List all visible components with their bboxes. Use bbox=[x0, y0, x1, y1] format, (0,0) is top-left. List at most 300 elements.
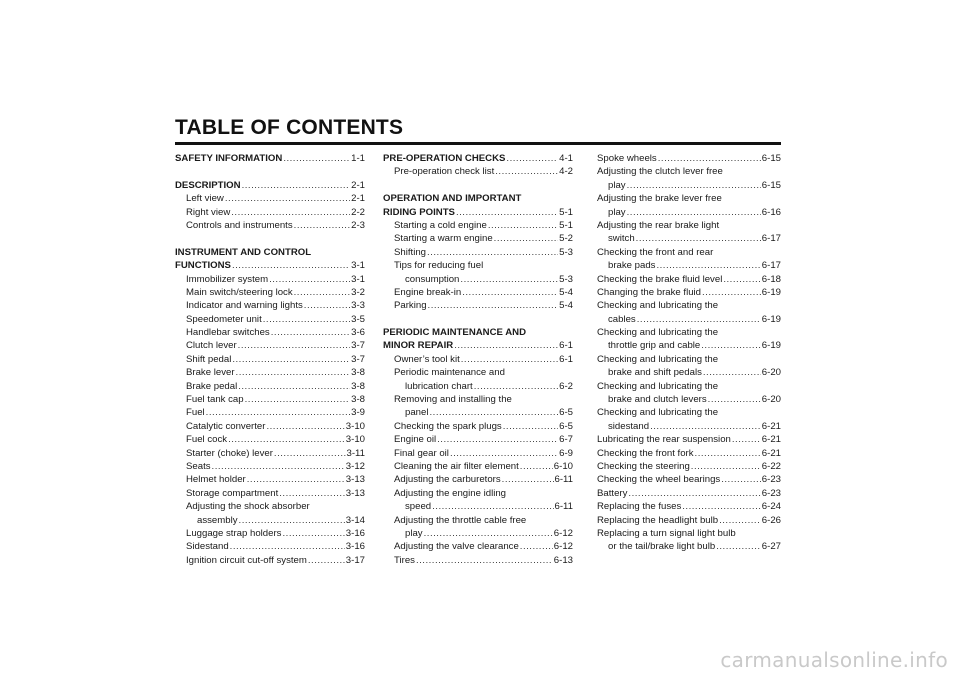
toc-entry-text: play bbox=[405, 527, 423, 539]
toc-section-heading[interactable] bbox=[383, 152, 573, 165]
toc-leader-dots bbox=[283, 152, 350, 165]
toc-entry[interactable] bbox=[597, 366, 781, 379]
toc-entry-text: Checking the brake fluid level bbox=[597, 273, 723, 285]
toc-page-number: 6-11 bbox=[554, 474, 573, 486]
toc-entry[interactable] bbox=[175, 313, 365, 326]
toc-entry[interactable] bbox=[597, 433, 781, 446]
toc-entry[interactable] bbox=[175, 339, 365, 352]
toc-spacer bbox=[175, 165, 365, 178]
toc-entry[interactable] bbox=[597, 286, 781, 299]
toc-page-number: 2-2 bbox=[351, 206, 365, 218]
toc-entry-text: Checking and lubricating the bbox=[597, 407, 719, 419]
toc-column-1 bbox=[175, 152, 365, 567]
toc-leader-dots bbox=[242, 179, 351, 192]
toc-page-number: 6-19 bbox=[761, 340, 781, 352]
toc-leader-dots bbox=[695, 447, 761, 460]
toc-leader-dots bbox=[494, 232, 558, 245]
toc-section-heading[interactable] bbox=[383, 339, 573, 352]
toc-page-number: 6-17 bbox=[761, 233, 781, 245]
toc-page-number: 3-1 bbox=[351, 260, 365, 272]
toc-entry-text: Owner’s tool kit bbox=[394, 353, 460, 365]
toc-entry-text: Left view bbox=[186, 193, 224, 205]
toc-page-number: 3-10 bbox=[345, 434, 365, 446]
toc-entry[interactable] bbox=[175, 406, 365, 419]
toc-leader-dots bbox=[232, 259, 350, 272]
toc-leader-dots bbox=[506, 152, 558, 165]
toc-page-number: 6-19 bbox=[761, 313, 781, 325]
toc-entry[interactable] bbox=[175, 514, 365, 527]
toc-entry[interactable] bbox=[597, 540, 781, 553]
toc-entry-text: speed bbox=[405, 501, 432, 513]
toc-leader-dots bbox=[263, 313, 350, 326]
toc-leader-dots bbox=[294, 219, 350, 232]
toc-leader-dots bbox=[502, 473, 554, 486]
toc-entry[interactable] bbox=[175, 299, 365, 312]
toc-entry[interactable] bbox=[383, 460, 573, 473]
toc-page-number: 5-3 bbox=[559, 246, 573, 258]
toc-entry-text: Checking the wheel bearings bbox=[597, 474, 721, 486]
toc-page-number: 6-7 bbox=[559, 434, 573, 446]
toc-page-number: 6-13 bbox=[553, 554, 573, 566]
toc-entry-text: Adjusting the valve clearance bbox=[394, 541, 519, 553]
toc-entry-text: Checking the steering bbox=[597, 460, 690, 472]
toc-section-heading[interactable] bbox=[175, 259, 365, 272]
toc-leader-dots bbox=[520, 460, 553, 473]
toc-page-number: 6-12 bbox=[553, 527, 573, 539]
toc-page-number: 5-2 bbox=[559, 233, 573, 245]
toc-page-number: 3-2 bbox=[351, 286, 365, 298]
toc-entry[interactable] bbox=[597, 393, 781, 406]
toc-entry-text: FUNCTIONS bbox=[175, 260, 231, 272]
toc-page-number: 6-5 bbox=[559, 407, 573, 419]
toc-section-heading[interactable] bbox=[175, 179, 365, 192]
toc-entry[interactable] bbox=[597, 259, 781, 272]
toc-entry[interactable] bbox=[597, 406, 781, 419]
toc-page-number: 3-13 bbox=[345, 474, 365, 486]
toc-entry[interactable] bbox=[383, 165, 573, 178]
toc-leader-dots bbox=[308, 554, 345, 567]
toc-entry-text: play bbox=[608, 179, 626, 191]
toc-leader-dots bbox=[456, 206, 558, 219]
toc-entry-text: Adjusting the rear brake light bbox=[597, 219, 720, 231]
toc-entry-text: brake and clutch levers bbox=[608, 394, 707, 406]
toc-page-number: 6-21 bbox=[761, 420, 781, 432]
toc-entry[interactable] bbox=[383, 473, 573, 486]
toc-entry[interactable] bbox=[175, 219, 365, 232]
toc-entry[interactable] bbox=[383, 406, 573, 419]
toc-page-number: 3-6 bbox=[351, 327, 365, 339]
toc-entry-text: Checking and lubricating the bbox=[597, 300, 719, 312]
toc-entry[interactable] bbox=[175, 473, 365, 486]
toc-entry[interactable] bbox=[597, 420, 781, 433]
toc-leader-dots bbox=[437, 433, 558, 446]
toc-leader-dots bbox=[247, 473, 345, 486]
toc-entry-text: Starting a cold engine bbox=[394, 219, 487, 231]
toc-entry-text: Final gear oil bbox=[394, 447, 449, 459]
toc-entry-text: Checking the front fork bbox=[597, 447, 694, 459]
toc-leader-dots bbox=[627, 206, 761, 219]
toc-leader-dots bbox=[454, 339, 558, 352]
toc-leader-dots bbox=[416, 554, 553, 567]
toc-page-number: 6-21 bbox=[761, 447, 781, 459]
toc-entry-text: Shift pedal bbox=[186, 353, 232, 365]
toc-page-number: 6-10 bbox=[553, 460, 573, 472]
toc-entry-text: assembly bbox=[197, 514, 238, 526]
toc-entry-text: Speedometer unit bbox=[186, 313, 262, 325]
toc-entry[interactable] bbox=[175, 366, 365, 379]
toc-entry-text: Checking the front and rear bbox=[597, 246, 714, 258]
toc-entry-text: Periodic maintenance and bbox=[394, 367, 505, 379]
toc-page-number: 6-23 bbox=[761, 474, 781, 486]
toc-leader-dots bbox=[424, 527, 553, 540]
toc-page-number: 3-8 bbox=[351, 380, 365, 392]
toc-page-number: 6-1 bbox=[559, 340, 573, 352]
toc-leader-dots bbox=[432, 500, 553, 513]
toc-page-number: 6-22 bbox=[761, 460, 781, 472]
toc-leader-dots bbox=[702, 286, 761, 299]
toc-entry[interactable] bbox=[597, 232, 781, 245]
toc-entry-text: Adjusting the engine idling bbox=[394, 487, 507, 499]
toc-page-number: 6-21 bbox=[761, 434, 781, 446]
toc-leader-dots bbox=[428, 299, 559, 312]
toc-entry-text: SAFETY INFORMATION bbox=[175, 153, 283, 164]
toc-entry-text: Starter (choke) lever bbox=[186, 447, 273, 459]
toc-page-number: 6-12 bbox=[553, 541, 573, 553]
toc-entry-text: PRE-OPERATION CHECKS bbox=[383, 153, 506, 164]
toc-entry-text: INSTRUMENT AND CONTROL bbox=[175, 246, 312, 258]
toc-entry[interactable] bbox=[175, 353, 365, 366]
toc-page-number: 5-1 bbox=[559, 206, 573, 218]
toc-page-number: 6-26 bbox=[761, 514, 781, 526]
toc-entry-text: Brake lever bbox=[186, 367, 235, 379]
toc-spacer bbox=[383, 179, 573, 192]
toc-entry-text: brake pads bbox=[608, 260, 656, 272]
toc-entry[interactable] bbox=[175, 420, 365, 433]
toc-page-number: 6-27 bbox=[761, 541, 781, 553]
toc-entry[interactable] bbox=[597, 460, 781, 473]
toc-entry[interactable] bbox=[597, 487, 781, 500]
toc-entry[interactable] bbox=[597, 447, 781, 460]
page-title: TABLE OF CONTENTS bbox=[175, 116, 404, 139]
toc-entry[interactable] bbox=[597, 299, 781, 312]
toc-entry[interactable] bbox=[383, 366, 573, 379]
toc-entry-text: PERIODIC MAINTENANCE AND bbox=[383, 327, 527, 339]
toc-entry[interactable] bbox=[175, 192, 365, 205]
toc-entry-text: Adjusting the brake lever free bbox=[597, 193, 722, 205]
toc-page-number: 6-18 bbox=[761, 273, 781, 285]
toc-page-number: 4-2 bbox=[559, 166, 573, 178]
toc-entry-text: Brake pedal bbox=[186, 380, 238, 392]
toc-leader-dots bbox=[238, 380, 350, 393]
toc-page-number: 3-11 bbox=[346, 447, 365, 459]
toc-entry[interactable] bbox=[383, 246, 573, 259]
toc-entry-text: Immobilizer system bbox=[186, 273, 269, 285]
toc-entry-text: Fuel bbox=[186, 407, 205, 419]
toc-leader-dots bbox=[304, 299, 350, 312]
toc-entry-text: Main switch/steering lock bbox=[186, 286, 293, 298]
toc-page-number: 3-1 bbox=[351, 273, 365, 285]
toc-entry-text: Lubricating the rear suspension bbox=[597, 434, 731, 446]
toc-entry-text: Adjusting the throttle cable free bbox=[394, 514, 527, 526]
toc-entry-text: sidestand bbox=[608, 420, 650, 432]
toc-leader-dots bbox=[245, 393, 351, 406]
toc-entry[interactable] bbox=[383, 393, 573, 406]
toc-entry[interactable] bbox=[383, 527, 573, 540]
toc-entry-text: RIDING POINTS bbox=[383, 206, 455, 218]
toc-entry-text: Replacing the headlight bulb bbox=[597, 514, 719, 526]
toc-page-number: 5-1 bbox=[559, 219, 573, 231]
toc-entry[interactable] bbox=[383, 447, 573, 460]
toc-entry[interactable] bbox=[383, 554, 573, 567]
toc-page-number: 6-11 bbox=[554, 501, 573, 513]
toc-page-number: 3-12 bbox=[345, 460, 365, 472]
toc-entry[interactable] bbox=[383, 380, 573, 393]
toc-entry[interactable] bbox=[175, 460, 365, 473]
toc-entry[interactable] bbox=[175, 447, 365, 460]
toc-entry-text: Tips for reducing fuel bbox=[394, 260, 484, 272]
toc-entry[interactable] bbox=[383, 232, 573, 245]
toc-entry[interactable] bbox=[597, 339, 781, 352]
toc-page-number: 2-3 bbox=[351, 219, 365, 231]
toc-leader-dots bbox=[236, 366, 351, 379]
toc-page-number: 6-20 bbox=[761, 367, 781, 379]
toc-leader-dots bbox=[282, 527, 344, 540]
toc-leader-dots bbox=[212, 460, 345, 473]
toc-entry[interactable] bbox=[175, 380, 365, 393]
toc-entry-text: throttle grip and cable bbox=[608, 340, 701, 352]
toc-entry-text: Catalytic converter bbox=[186, 420, 266, 432]
toc-entry[interactable] bbox=[383, 540, 573, 553]
toc-entry-text: Checking and lubricating the bbox=[597, 327, 719, 339]
toc-page-number: 1-1 bbox=[351, 153, 365, 164]
toc-page-number: 2-1 bbox=[351, 193, 365, 205]
toc-page-number: 3-16 bbox=[345, 527, 365, 539]
toc-entry-text: Clutch lever bbox=[186, 340, 237, 352]
toc-entry-text: Adjusting the clutch lever free bbox=[597, 166, 723, 178]
toc-entry[interactable] bbox=[383, 219, 573, 232]
toc-page-number: 3-16 bbox=[345, 541, 365, 553]
toc-entry-text: Storage compartment bbox=[186, 487, 279, 499]
toc-section-heading[interactable] bbox=[383, 192, 573, 205]
toc-entry-text: Checking and lubricating the bbox=[597, 380, 719, 392]
toc-leader-dots bbox=[450, 447, 558, 460]
toc-entry[interactable] bbox=[597, 514, 781, 527]
toc-entry[interactable] bbox=[175, 527, 365, 540]
toc-spacer bbox=[383, 313, 573, 326]
toc-leader-dots bbox=[266, 420, 344, 433]
toc-entry[interactable] bbox=[597, 192, 781, 205]
toc-entry[interactable] bbox=[597, 273, 781, 286]
toc-entry-text: Handlebar switches bbox=[186, 327, 270, 339]
toc-entry-text: Checking and lubricating the bbox=[597, 353, 719, 365]
toc-entry[interactable] bbox=[175, 500, 365, 513]
title-rule bbox=[175, 142, 781, 145]
toc-leader-dots bbox=[723, 273, 760, 286]
toc-leader-dots bbox=[658, 152, 761, 165]
toc-leader-dots bbox=[703, 366, 761, 379]
toc-page-number: 4-1 bbox=[559, 153, 573, 164]
toc-leader-dots bbox=[230, 540, 345, 553]
toc-entry-text: Helmet holder bbox=[186, 474, 246, 486]
toc-entry[interactable] bbox=[597, 152, 781, 165]
toc-entry-text: Checking the spark plugs bbox=[394, 420, 502, 432]
toc-leader-dots bbox=[239, 514, 345, 527]
toc-entry[interactable] bbox=[175, 326, 365, 339]
toc-entry[interactable] bbox=[383, 514, 573, 527]
toc-entry-text: switch bbox=[608, 233, 635, 245]
toc-entry[interactable] bbox=[383, 500, 573, 513]
toc-entry-text: brake and shift pedals bbox=[608, 367, 702, 379]
toc-entry[interactable] bbox=[383, 286, 573, 299]
toc-leader-dots bbox=[231, 206, 350, 219]
toc-entry-text: lubrication chart bbox=[405, 380, 473, 392]
toc-entry-text: Sidestand bbox=[186, 541, 229, 553]
toc-entry-text: Right view bbox=[186, 206, 231, 218]
toc-leader-dots bbox=[503, 420, 558, 433]
toc-leader-dots bbox=[274, 447, 346, 460]
toc-leader-dots bbox=[294, 286, 350, 299]
toc-column-2 bbox=[383, 152, 573, 567]
toc-leader-dots bbox=[232, 353, 350, 366]
toc-page-number: 6-15 bbox=[761, 179, 781, 191]
toc-leader-dots bbox=[495, 165, 558, 178]
toc-entry-text: Indicator and warning lights bbox=[186, 300, 303, 312]
toc-entry-text: consumption bbox=[405, 273, 460, 285]
toc-leader-dots bbox=[461, 353, 558, 366]
toc-page-number: 6-5 bbox=[559, 420, 573, 432]
toc-entry-text: Engine oil bbox=[394, 434, 437, 446]
toc-entry[interactable] bbox=[597, 165, 781, 178]
toc-entry[interactable] bbox=[383, 259, 573, 272]
toc-leader-dots bbox=[238, 339, 350, 352]
toc-leader-dots bbox=[732, 433, 761, 446]
toc-leader-dots bbox=[520, 540, 553, 553]
toc-page-number: 3-5 bbox=[351, 313, 365, 325]
toc-leader-dots bbox=[701, 339, 761, 352]
toc-spacer bbox=[175, 232, 365, 245]
toc-entry-text: Pre-operation check list bbox=[394, 166, 495, 178]
toc-entry[interactable] bbox=[383, 353, 573, 366]
toc-page-number: 6-9 bbox=[559, 447, 573, 459]
toc-page-number: 6-17 bbox=[761, 260, 781, 272]
toc-entry-text: Replacing a turn signal light bulb bbox=[597, 527, 736, 539]
toc-leader-dots bbox=[269, 273, 350, 286]
toc-leader-dots bbox=[225, 192, 350, 205]
toc-entry[interactable] bbox=[597, 219, 781, 232]
toc-entry[interactable] bbox=[597, 313, 781, 326]
toc-entry[interactable] bbox=[175, 393, 365, 406]
toc-entry[interactable] bbox=[597, 246, 781, 259]
toc-entry-text: Engine break-in bbox=[394, 286, 462, 298]
toc-entry[interactable] bbox=[597, 206, 781, 219]
toc-leader-dots bbox=[691, 460, 761, 473]
toc-entry-text: Fuel cock bbox=[186, 434, 228, 446]
toc-entry[interactable] bbox=[597, 500, 781, 513]
toc-entry[interactable] bbox=[175, 554, 365, 567]
toc-section-heading[interactable] bbox=[175, 246, 365, 259]
toc-leader-dots bbox=[488, 219, 558, 232]
toc-entry-text: Adjusting the carburetors bbox=[394, 474, 501, 486]
toc-leader-dots bbox=[656, 259, 760, 272]
toc-entry[interactable] bbox=[597, 353, 781, 366]
toc-entry-text: Ignition circuit cut-off system bbox=[186, 554, 307, 566]
toc-section-heading[interactable] bbox=[175, 152, 365, 165]
toc-entry[interactable] bbox=[175, 433, 365, 446]
toc-page-number: 6-2 bbox=[559, 380, 573, 392]
toc-page-number: 6-15 bbox=[761, 153, 781, 164]
toc-page-number: 3-3 bbox=[351, 300, 365, 312]
toc-page-number: 5-4 bbox=[559, 300, 573, 312]
toc-leader-dots bbox=[206, 406, 350, 419]
toc-page-number: 6-1 bbox=[559, 353, 573, 365]
watermark: carmanualsonline.info bbox=[720, 648, 948, 672]
toc-entry[interactable] bbox=[383, 433, 573, 446]
toc-leader-dots bbox=[427, 246, 558, 259]
toc-entry[interactable] bbox=[175, 273, 365, 286]
toc-entry-text: Tires bbox=[394, 554, 415, 566]
toc-entry[interactable] bbox=[597, 380, 781, 393]
toc-page-number: 6-23 bbox=[761, 487, 781, 499]
toc-entry[interactable] bbox=[175, 206, 365, 219]
toc-entry[interactable] bbox=[383, 299, 573, 312]
toc-leader-dots bbox=[429, 406, 558, 419]
toc-entry-text: DESCRIPTION bbox=[175, 179, 241, 191]
toc-section-heading[interactable] bbox=[383, 206, 573, 219]
toc-page-number: 3-14 bbox=[345, 514, 365, 526]
toc-page-number: 3-10 bbox=[345, 420, 365, 432]
toc-entry-text: MINOR REPAIR bbox=[383, 340, 454, 352]
toc-page-number: 3-8 bbox=[351, 394, 365, 406]
toc-entry[interactable] bbox=[597, 326, 781, 339]
toc-entry[interactable] bbox=[175, 487, 365, 500]
toc-page-number: 5-3 bbox=[559, 273, 573, 285]
toc-page-number: 6-19 bbox=[761, 286, 781, 298]
toc-entry-text: Fuel tank cap bbox=[186, 394, 244, 406]
toc-entry-text: Starting a warm engine bbox=[394, 233, 493, 245]
toc-page-number: 6-20 bbox=[761, 394, 781, 406]
toc-leader-dots bbox=[628, 487, 760, 500]
toc-entry[interactable] bbox=[175, 286, 365, 299]
toc-entry-text: Cleaning the air filter element bbox=[394, 460, 519, 472]
toc-entry[interactable] bbox=[597, 473, 781, 486]
toc-leader-dots bbox=[637, 313, 761, 326]
toc-section-heading[interactable] bbox=[383, 326, 573, 339]
toc-entry-text: Spoke wheels bbox=[597, 153, 657, 164]
toc-page-number: 3-8 bbox=[351, 367, 365, 379]
toc-leader-dots bbox=[228, 433, 345, 446]
toc-leader-dots bbox=[627, 179, 761, 192]
toc-leader-dots bbox=[682, 500, 761, 513]
toc-entry[interactable] bbox=[383, 487, 573, 500]
toc-leader-dots bbox=[716, 540, 761, 553]
toc-entry-text: Seats bbox=[186, 460, 211, 472]
toc-entry-text: Replacing the fuses bbox=[597, 501, 682, 513]
toc-entry[interactable] bbox=[383, 420, 573, 433]
toc-entry[interactable] bbox=[175, 540, 365, 553]
toc-entry-text: Parking bbox=[394, 300, 427, 312]
toc-entry-text: Controls and instruments bbox=[186, 219, 293, 231]
toc-entry[interactable] bbox=[383, 273, 573, 286]
toc-leader-dots bbox=[462, 286, 558, 299]
toc-page-number: 3-9 bbox=[351, 407, 365, 419]
toc-page-number: 3-7 bbox=[351, 340, 365, 352]
toc-entry-text: cables bbox=[608, 313, 636, 325]
toc-entry[interactable] bbox=[597, 527, 781, 540]
toc-leader-dots bbox=[719, 514, 761, 527]
toc-entry[interactable] bbox=[597, 179, 781, 192]
toc-entry-text: Shifting bbox=[394, 246, 426, 258]
toc-page-number: 3-17 bbox=[345, 554, 365, 566]
